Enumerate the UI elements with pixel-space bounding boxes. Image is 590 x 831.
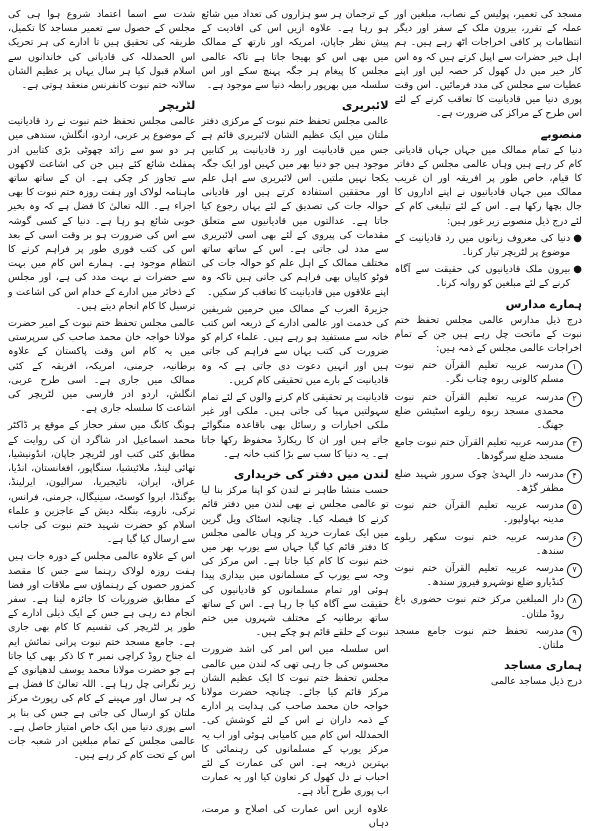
numbered-item-text: مدرسہ عربیہ تعلیم القرآن ختم نبوت کنڈیارو ضلع نوشہرو فیروز سندھ۔ (394, 562, 564, 589)
numbered-item-text: مدرسہ عربیہ تعلیم القرآن ختم نبوت جامع مسجد ضلع سرگودھا۔ (394, 437, 564, 463)
paragraph: شدت سے اسما اعتماد شروع ہوا ہی کی مجلس کے حصول سے تعمیر مساجد کا تکمیل، طریقہ کی تحقیق ہیں تا ادارے کی ہر تحریک اس الحمدللہ کی قادیانی کی خاندانوں سے اسلام قبول کیا ہر سال یہاں پر عظیم الشان سالانہ ختم نبوت کانفرنس منعقد ہوتی ہے۔ (8, 9, 196, 92)
paragraph: جزیرۃ العرب کے ممالک میں حرمین شریفین کی خدمت اور عالمی ادارے کے ذریعہ اس کتب خانہ سے مستفید ہو رہے ہیں۔ علماء کرام کو ضرورت کی کتب یہاں سے فراہم کی جاتی ہیں اور انہیں دعوت دی جاتی ہے کہ وہ قادیانیت کے بارے میں تحقیقی کام کریں۔ (201, 303, 389, 386)
numbered-item-text: مدرسہ عربیہ ختم نبوت سکھر ریلوے سندھ۔ (394, 531, 564, 557)
paragraph: اس کے علاوہ عالمی مجلس کے دورہ جات ہیں ہفت روزہ لولاک رہنما سے جس کا مقصد کمزور حصوں کے رہنماؤں سے ملاقات اور فضا کے مطابق ضروریات کا جائزہ لینا ہے۔ سفر انجام دے رہی ہے جس کے ایک ذیلی ادارے کے طور پر لٹریچر کی تقسیم کا کام بھی جاری ہے۔ جامع مسجد ختم نبوت پرانی نمائش ایم اے جناح روڈ کراچی نمبر ۳ کا ذکر بھی کیا جاتا ہے جو حضرت مولانا محمد یوسف لدھیانوی کے زیر نگرانی چل رہا ہے۔ اللہ تعالیٰ کا فضل ہے کہ ہر سال اور مہینے کے کام کی رپورٹ مرکز ملتان کو ارسال کی جاتی ہے جس کی بنا پر اسے پوری دنیا میں ایک خاص امتیاز حاصل ہے۔ عالمی مجلس کے تمام مبلغین ادر شعبہ جات اس کے تحت کام کر رہے ہیں۔ (8, 551, 196, 762)
paragraph: درج ذیل مساجد عالمی (490, 676, 582, 688)
paragraph: ہونگ کانگ میں سفر حجاز کے موقع پر ڈاکٹر محمد اسماعیل ادر شاگرد ان کی روایت کے مطابق کئی کتب اور لٹریچر جاپان، انڈونیشیا، تھائی لینڈ، ملائیشیا، سنگاپور، افغانستان، انڈیا، عراق، ایران، نائیجیریا، سرالیون، ایرلینڈ، یوگنڈا، ایروا کوسٹ، سینیگال، جرمنی، فرانس، ترکی، ناروے، بنگلہ دیش کے عاجزین و علماء اسلام کو حضرت شہید ختم نبوت کی جانب سے ارسال کیا گیا ہے۔ (8, 420, 196, 546)
paragraph: درج ذیل مدارس عالمی مجلس تحفظ ختم نبوت کے ماتحت چل رہے ہیں جن کے تمام اخراجات عالمی مجلس کے ذمہ ہیں: (394, 314, 582, 355)
item-number-circle: ۷ (567, 563, 582, 578)
section-heading: منصوبے (540, 126, 582, 141)
paragraph: دنیا کے تمام ممالک میں جہاں جہاں قادیانی کام کر رہے ہیں وہاں عالمی مجلس کے دفاتر کا قیام، خاص طور پر افریقہ اور ان غریب ممالک میں جہاں قادیانیوں نے اپنے اداروں کا جال بچھا رکھا ہے۔ اس کے لئے تبلیغی کام کے لئے درج ذیل منصوبے زیر غور ہیں: (394, 144, 582, 227)
text-column-right (8, 8, 195, 764)
paragraph: مسجد کی تعمیر، پولیس کے نصاب، مبلغین اور عملہ کے تقرر، بیرون ملک کے سفر اور دیگر انتظامات پر کافی اخراجات اٹھ رہے ہیں۔ ہم اہل خیر حضرات سے اپیل کرتے ہیں کہ وہ اس کار خیر میں دل کھول کر حصہ لیں اور اپنے عطیات سے مجلس کی مدد فرمائیں۔ اس وقت پوری دنیا میں قادیانیت کا تعاقب کرنے کے لئے اس طرح کے مراکز کی ضرورت ہے۔ (394, 9, 582, 120)
numbered-item-text: مدرسہ تحفظ ختم نبوت جامع مسجد ملتان۔ (394, 625, 564, 651)
section-heading: ہمارے مدارس (505, 296, 582, 311)
bullet-dot-icon: ● (573, 264, 582, 276)
numbered-item (395, 625, 582, 653)
numbered-item (395, 391, 582, 434)
numbered-item (395, 531, 582, 559)
item-number-circle: ۶ (567, 532, 582, 547)
item-number-circle: ۹ (567, 626, 582, 641)
numbered-item (395, 499, 582, 527)
numbered-item (395, 593, 582, 621)
numbered-item-text: مدرسہ دار الہدیٰ چوک سرور شہید ضلع مظفر گڑھ۔ (394, 468, 564, 494)
paragraph: کے ترجمان ہر سو ہزاروں کی تعداد میں شائع ہو رہا ہے۔ علاوہ ازیں اس کی افادیت کے پیش نظر جاپان، امریکہ اور نارتھ کے ممالک میں بھی اس کو بھیجا جاتا ہے تاکہ عالمی مجلس کا پیغام ہر جگہ پہنچ سکے اور اس سلسلہ میں بھرپور رابطہ دنیا سے موجود ہے۔ (201, 9, 389, 92)
item-number-circle: ۵ (567, 500, 582, 515)
numbered-item-text: مدرسہ عربیہ تعلیم القرآن ختم نبوت محمدی مسجد ربوہ ریلوے اسٹیشن ضلع جھنگ۔ (394, 391, 564, 432)
numbered-item (395, 436, 582, 464)
text-column-middle (201, 8, 389, 829)
item-number-circle: ۲ (567, 392, 582, 407)
numbered-item (395, 562, 582, 590)
section-heading: لندن میں دفتر کی خریداری (233, 467, 389, 482)
paragraph: عالمی مجلس تحفظ ختم نبوت نے رد قادیانیت کے موضوع پر عربی، اردو، انگلش، سندھی میں ہر دو سو سے زائد چھوٹی بڑی کتابیں ادر پمفلٹ شائع کئے ہیں جن کی اشاعت لاکھوں سے تجاوز کر چکی ہے۔ ان کے ساتھ ساتھ ماہنامہ لولاک اور ہفت روزہ ختم نبوت کا بھی اجراء ہے۔ اللہ تعالیٰ کا فضل ہے کہ وہ بخیر خوبی شائع ہو رہا ہے۔ دنیا کے کسی گوشہ سے اس کی ضرورت ہو بر وقت اسی کے بعد اس کی کتب فوری طور پر فراہم کرنے کا انتظام موجود ہے۔ ہمارے اس کام میں بہت سے حضرات نے بہت مدد کی ہے، اور مجلس کے ذخائر میں ادارے کے خدام اس کی اشاعت و ترسیل کا کام انجام دیتے ہیں۔ (8, 116, 196, 312)
text-column-left (395, 8, 582, 764)
paragraph: قادیانیت پر تحقیقی کام کرنے والوں کے لئے تمام سہولتیں مہیا کی جاتی ہیں۔ ملکی اور غیر ملکی اخبارات و رسائل بھی باقاعدہ منگوائے جاتے ہیں اور ان کا ریکارڈ محفوظ رکھا جاتا ہے۔ یہ دنیا کا سب سے بڑا کتب خانہ ہے۔ (201, 392, 389, 460)
numbered-item-text: دار المبلغین مرکز ختم نبوت حضوری باغ روڈ ملتان۔ (394, 594, 564, 620)
numbered-item-text: مدرسہ عربیہ تعلیم القرآن ختم نبوت مسلم کالونی ربوہ چناب نگر۔ (394, 360, 564, 386)
section-heading: ہماری مساجد (503, 658, 582, 673)
section-heading: لائبریری (341, 98, 389, 113)
numbered-item (395, 359, 582, 387)
bullet-item (395, 263, 582, 291)
numbered-item (395, 468, 582, 496)
item-number-circle: ۸ (567, 594, 582, 609)
paragraph: اس سلسلہ میں اس امر کی اشد ضرورت محسوس کی جا رہی تھی کہ لندن میں عالمی مجلس تحفظ ختم نبوت کا ایک عظیم الشان مرکز قائم کیا جائے۔ چنانچہ حضرت مولانا خواجہ خان محمد صاحب کی ہدایت پر ادارے کے ذمہ داران نے اس کے لئے کوشش کی۔ الحمدللہ اس کام میں کامیابی ہوئی اور اب یہ مرکز یورپ کے مسلمانوں کی رہنمائی کا بہترین ذریعہ ہے۔ اس کی عمارت کے لئے احباب نے دل کھول کر تعاون کیا اور یہ عمارت اب پوری طرح آباد ہے۔ (201, 644, 389, 798)
paragraph: حسب منشا طاہر نے لندن کو اپنا مرکز بنا لیا تو عالمی مجلس نے بھی لندن میں دفتر قائم کرنے کا فیصلہ کیا۔ چنانچہ اسٹاک ویل گرین میں ایک عمارت خرید کر وہاں عالمی مجلس کا دفتر قائم کیا گیا جہاں سے یورپ بھر میں ختم نبوت کا کام کیا جاتا ہے۔ اس مرکز کی وجہ سے یورپ کے مسلمانوں میں بیداری پیدا ہوئی اور تمام مسلمانوں کو قادیانیوں کی حقیقت سے آگاہ کیا جا رہا ہے۔ اس کے ساتھ ساتھ برطانیہ کے مختلف شہروں میں ختم نبوت کے حلقے قائم ہو چکے ہیں۔ (201, 485, 389, 639)
bullet-dot-icon: ● (573, 232, 582, 244)
item-number-circle: ۴ (567, 469, 582, 484)
item-number-circle: ۳ (567, 437, 582, 452)
paragraph: عالمی مجلس تحفظ ختم نبوت کے امیر حضرت مولانا خواجہ خان محمد صاحب کی سرپرستی میں یہ کام اس وقت پاکستان کے علاوہ برطانیہ، جرمنی، امریکہ، افریقہ کے کئی ممالک میں جاری ہے۔ اسی طرح عربی، انگلش، اردو ادر فارسی میں لٹریچر کی اشاعت کا سلسلہ جاری ہے۔ (8, 318, 196, 415)
item-number-circle: ۱ (567, 360, 582, 375)
bullet-text: دنیا کی معروف زبانوں میں رد قادیانیت کے موضوع پر لٹریچر تیار کرنا۔ (394, 232, 571, 259)
paragraph: عالمی مجلس تحفظ ختم نبوت کے مرکزی دفتر ملتان میں ایک عظیم الشان لائبریری قائم ہے جس میں قادیانیت اور رد قادیانیت پر کتابیں موجود ہیں جو دنیا بھر میں کہیں اور ایک جگہ یکجا نہیں ملتیں۔ اس لائبریری سے اہل علم اور محققین استفادہ کرتے ہیں اور قادیانی حوالہ جات کی تصدیق کے لئے یہاں رجوع کیا جاتا ہے۔ عدالتوں میں قادیانیوں سے متعلق مقدمات کی پیروی کے لئے بھی اسی لائبریری سے مدد لی جاتی ہے۔ اس کے ساتھ ساتھ مختلف ممالک کے اہل علم کو حوالہ جات کی فوٹو کاپیاں بھی فراہم کی جاتی ہیں تاکہ وہ اپنے علاقوں میں قادیانیت کا تعاقب کر سکیں۔ (201, 116, 389, 298)
bullet-item (395, 232, 582, 260)
bullet-text: بیرون ملک قادیانیوں کی حقیقت سے آگاہ کرنے کے لئے مبلغین کو روانہ کرنا۔ (394, 264, 571, 290)
numbered-item-text: مدرسہ عربیہ تعلیم القرآن ختم نبوت مدینہ بہاولپور۔ (394, 500, 564, 526)
section-heading: لٹریچر (159, 98, 196, 113)
paragraph: علاوہ ازیں اس عمارت کی اصلاح و مرمت، دہاں (201, 803, 389, 829)
